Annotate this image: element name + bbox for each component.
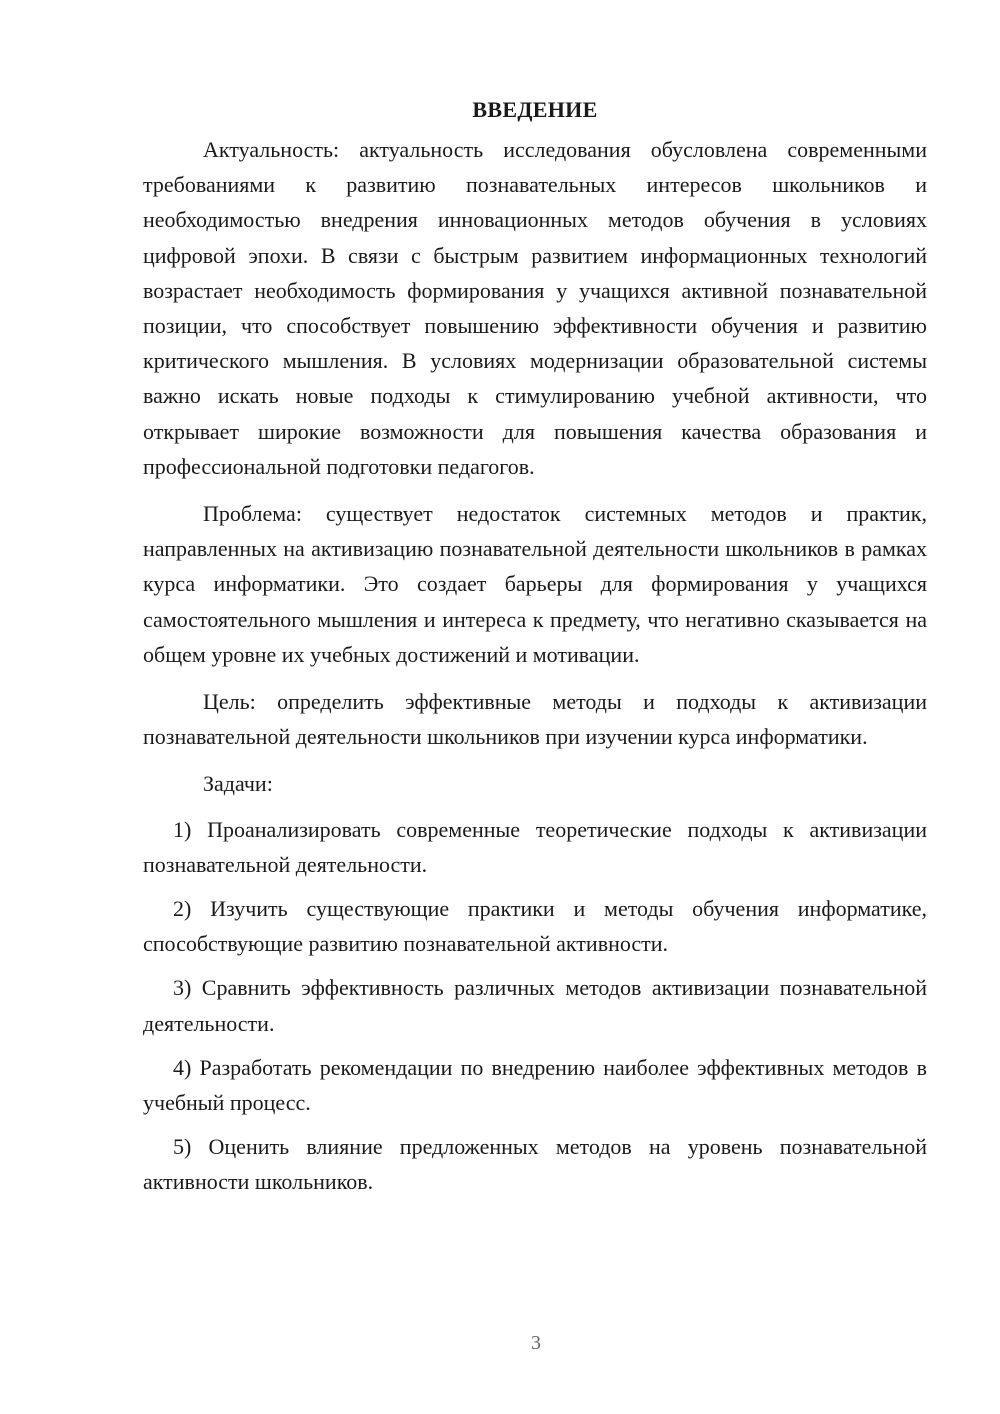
page-number: 3 [531,1332,541,1354]
task-item-3: 3) Сравнить эффективность различных методов активизации познавательной деятельности. [143,975,927,1036]
task-item-2: 2) Изучить существующие практики и методы обучения информатике, способствующие развитию познавательной активности. [143,896,927,957]
paragraph-relevance: Актуальность: актуальность исследования обусловлена современными требованиями к развитию познавательных интересов школьников и необходимостью внедрения инновационных методов обучения в условиях цифровой эпохи. В связи с быстрым развитием информационных технологий возрастает необходимость формирования у учащихся активной познавательной позиции, что способствует повышению эффективности обучения и развитию критического мышления. В условиях модернизации образовательной системы важно искать новые подходы к стимулированию учебной активности, что открывает широкие возможности для повышения качества образования и профессиональной подготовки педагогов. [143,137,927,479]
task-item-4: 4) Разработать рекомендации по внедрению наиболее эффективных методов в учебный процесс. [143,1054,927,1116]
paragraph-problem: Проблема: существует недостаток системных методов и практик, направленных на активизацию познавательной деятельности школьников в рамках курса информатики. Это создает барьеры для формирования у учащихся самостоятельного мышления и интереса к предмету, что негативно сказывается на общем уровне их учебных достижений и мотивации. [143,501,927,667]
paragraph-goal: Цель: определить эффективные методы и подходы к активизации познавательной деятельности школьников при изучении курса информатики. [143,689,927,750]
task-item-5: 5) Оценить влияние предложенных методов на уровень познавательной активности школьников. [143,1134,927,1195]
document-page [143,92,927,1209]
tasks-label: Задачи: [203,771,273,797]
task-item-1: 1) Проанализировать современные теоретические подходы к активизации познавательной деятельности. [143,816,927,877]
section-title: ВВЕДЕНИЕ [472,97,598,122]
